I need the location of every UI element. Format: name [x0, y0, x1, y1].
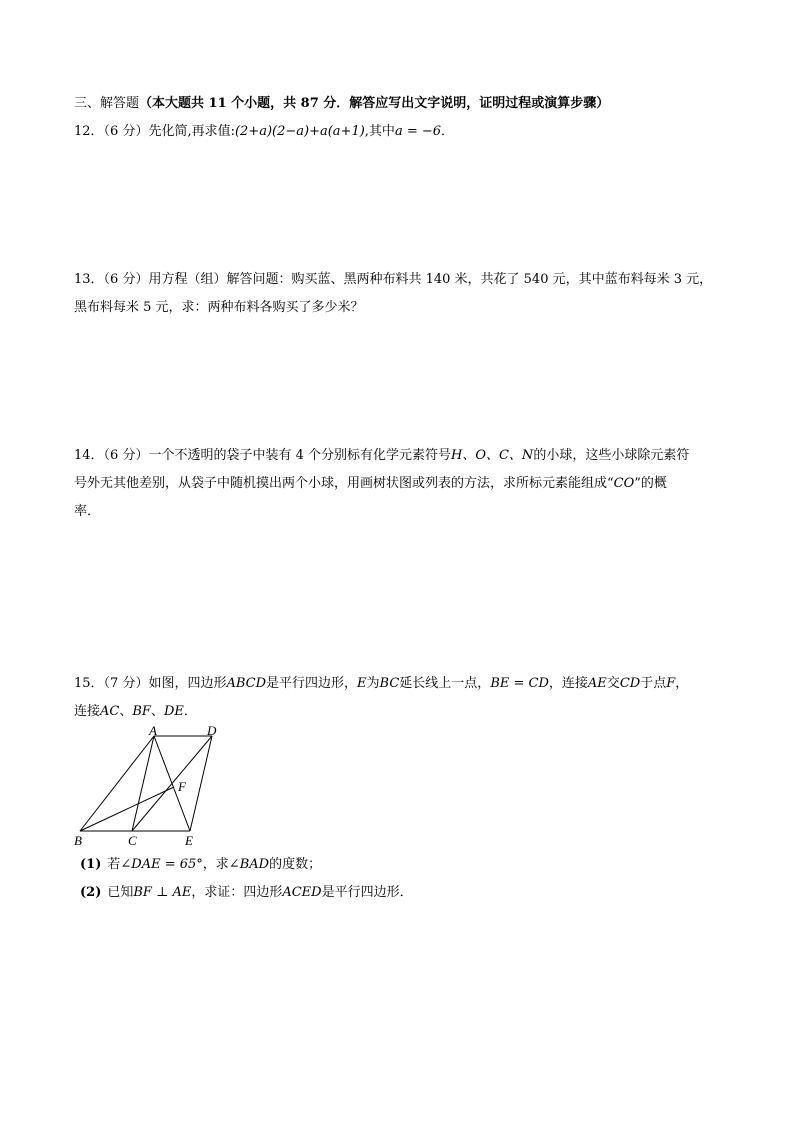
q15-bc: BC — [379, 676, 400, 691]
q15-part2-text: 是平行四边形． — [321, 885, 413, 900]
q15-text: ，连接 — [548, 676, 588, 691]
section-note: （本大题共 11 个小题，共 87 分．解答应写出文字说明，证明过程或演算步骤） — [139, 96, 610, 111]
q14-text: ”的概 — [634, 476, 667, 491]
section-prefix: 三、解答题 — [74, 96, 140, 111]
question-14-line-2 — [74, 474, 667, 494]
q15-ac: AC — [100, 704, 120, 719]
q15-text: 于点 — [640, 676, 667, 691]
part-number: (1) — [80, 857, 102, 872]
q15-text: 延长线上一点， — [399, 676, 491, 691]
q15-text: 交 — [606, 676, 620, 691]
question-14-line-3: 率． — [74, 504, 101, 519]
q14-text: 14．（6 分）一个不透明的袋子中装有 4 个分别标有化学元素符号 — [74, 448, 451, 463]
q15-abcd: ABCD — [226, 676, 267, 691]
q12-tail: ,其中 — [364, 124, 395, 139]
q12-label: 12．（6 分）先化简,再求值: — [74, 124, 235, 139]
parallelogram-figure — [70, 726, 230, 852]
q15-text: 为 — [366, 676, 380, 691]
label-a: A — [149, 726, 157, 738]
q15-text: ， — [675, 676, 689, 691]
question-12 — [74, 122, 454, 142]
q15-part1-text: ，求 — [202, 857, 229, 872]
q15-bf: BF — [132, 704, 151, 719]
q15-text: 15．（7 分）如图，四边形 — [74, 676, 227, 691]
bf-perp-ae: BF ⊥ AE — [133, 885, 192, 900]
q15-text: 、 — [150, 704, 164, 719]
q15-part1-text: 的度数； — [269, 857, 322, 872]
q15-text: 连接 — [74, 704, 101, 719]
q15-part1-text: 若 — [107, 857, 121, 872]
quad-aced: ACED — [282, 885, 322, 900]
q15-text: 、 — [119, 704, 133, 719]
q15-part-1 — [80, 855, 321, 875]
question-15-line-1 — [74, 674, 688, 694]
q15-cd: CD — [619, 676, 641, 691]
q14-text: 的小球，这些小球除元素符 — [533, 448, 690, 463]
q12-end: ． — [441, 124, 455, 139]
q14-co: CO — [613, 476, 635, 491]
segment-bf — [80, 787, 174, 831]
q15-part2-text: ，求证：四边形 — [191, 885, 283, 900]
question-13-line-1: 13．（6 分）用方程（组）解答问题：购买蓝、黑两种布料共 140 米，共花了 540 元，其中蓝布料每米 3 元， — [74, 272, 713, 287]
q15-text: ． — [183, 704, 197, 719]
q15-de: DE — [163, 704, 184, 719]
q15-part-2 — [80, 883, 413, 903]
label-b: B — [74, 833, 82, 848]
q15-be-eq-cd: BE = CD — [490, 676, 549, 691]
label-f: F — [178, 779, 186, 794]
q15-part2-text: 已知 — [107, 885, 134, 900]
q15-ae: AE — [587, 676, 607, 691]
q14-symbols: H、O、C、N — [450, 448, 534, 463]
q12-condition: a = −6 — [394, 124, 442, 139]
label-d: D — [207, 726, 217, 738]
question-14-line-1 — [74, 446, 689, 466]
label-c: C — [128, 833, 137, 848]
part-number: (2) — [80, 885, 102, 900]
section-header — [74, 94, 609, 114]
q15-point-f: F — [666, 676, 676, 691]
angle-bad: ∠BAD — [228, 857, 270, 872]
q14-text: 号外无其他差别，从袋子中随机摸出两个小球，用画树状图或列表的方法，求所标元素能组成“ — [74, 476, 614, 491]
angle-dae: ∠DAE = 65° — [120, 857, 203, 872]
segment-de — [190, 736, 212, 831]
q15-e: E — [357, 676, 367, 691]
q15-text: 是平行四边形， — [266, 676, 358, 691]
label-e: E — [185, 833, 193, 848]
question-15-line-2 — [74, 702, 197, 722]
q12-expression: (2+a)(2−a)+a(a+1) — [234, 124, 365, 139]
question-13-line-2: 黑布料每米 5 元，求：两种布料各购买了多少米？ — [74, 300, 364, 315]
